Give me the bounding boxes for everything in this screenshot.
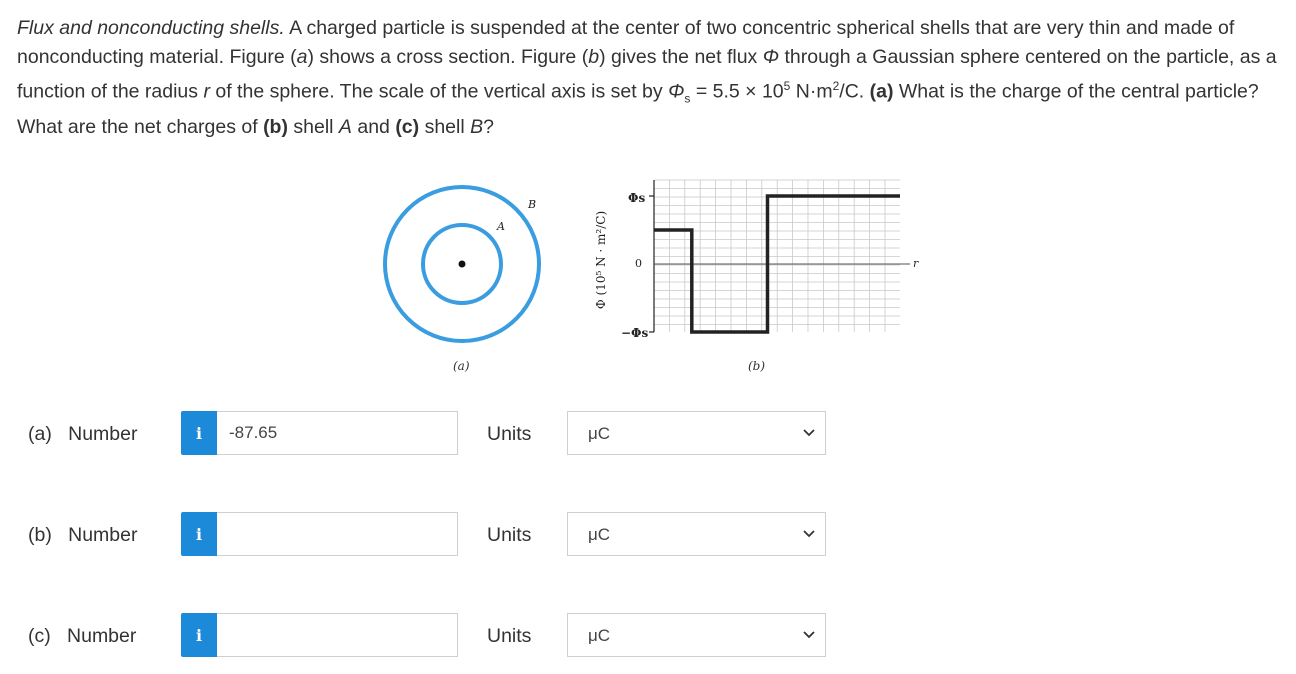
problem-text: ) shows a cross section. Figure ( [307, 46, 589, 68]
shell-b-ref: B [470, 116, 484, 139]
units-select-c[interactable] [567, 613, 826, 657]
problem-text: = 5.5 × 10 [690, 80, 784, 103]
problem-text: and [351, 116, 396, 139]
tick-label-top: Φs [628, 191, 646, 205]
exponent: 5 [783, 79, 791, 93]
number-label: Number [67, 625, 137, 647]
problem-text: ? [483, 116, 494, 139]
part-label-c [28, 625, 136, 648]
answer-row-b [0, 512, 1296, 558]
part-label-a [28, 423, 137, 446]
problem-title: Flux and nonconducting shells. [17, 17, 285, 39]
figure-svg [370, 140, 950, 380]
caption-a: (a) [453, 359, 470, 373]
phi-s-symbol: Φ [668, 80, 685, 103]
part-id: (c) [28, 625, 51, 647]
chevron-down-icon [803, 530, 815, 538]
x-axis-label: r [913, 257, 919, 270]
number-label: Number [68, 524, 138, 546]
central-particle [459, 261, 466, 268]
question-b-text: shell [287, 116, 339, 139]
question-b-label: (b) [263, 116, 288, 139]
r-symbol: r [203, 80, 210, 103]
info-button[interactable]: i [181, 613, 217, 657]
problem-text: of the sphere. The scale of the vertical axis is set by [209, 80, 669, 103]
answer-input-a[interactable] [217, 411, 458, 455]
problem-text: through a Gaussian sphere centered on the particle, as a function of the radius [17, 46, 1277, 103]
part-id: (b) [28, 524, 52, 546]
answer-input-b[interactable] [217, 512, 458, 556]
question-c-label: (c) [395, 116, 420, 139]
units-select-b[interactable] [567, 512, 826, 556]
chevron-down-icon [803, 631, 815, 639]
shell-a-label: A [497, 220, 505, 233]
chevron-down-icon [803, 429, 815, 437]
units-label: Units [487, 625, 532, 647]
units-select-a[interactable] [567, 411, 826, 455]
problem-text: N·m [790, 80, 833, 103]
phi-symbol: Φ [762, 46, 780, 68]
question-c-text: shell [419, 116, 471, 139]
shell-b-label: B [528, 198, 537, 211]
part-id: (a) [28, 423, 52, 445]
number-label: Number [68, 423, 138, 445]
units-select-value: μC [588, 424, 611, 443]
figure-b [594, 180, 919, 373]
subscript-s: s [684, 91, 691, 106]
problem-figure [370, 140, 950, 380]
units-label: Units [487, 524, 532, 546]
caption-b: (b) [748, 359, 766, 373]
problem-text: /C. [839, 80, 870, 103]
units-select-value: μC [588, 626, 611, 645]
figure-ref-a: a [296, 46, 308, 68]
info-button[interactable]: i [181, 512, 217, 556]
units-label: Units [487, 423, 532, 445]
answer-row-a [0, 411, 1296, 457]
question-a-text: What is the charge of the central particle? What are the net charges of [17, 80, 1259, 139]
answer-input-c[interactable] [217, 613, 458, 657]
problem-text: A charged particle is suspended at the center of two concentric spherical shells that are very thin and made of nonconducting material. Figure ( [17, 17, 1235, 68]
figure-a [385, 187, 539, 373]
question-a-label: (a) [869, 80, 894, 103]
part-label-b [28, 524, 137, 547]
problem-text: ) gives the net flux [599, 46, 763, 68]
problem-statement [17, 14, 1279, 142]
figure-ref-b: b [588, 46, 600, 68]
exponent: 2 [832, 79, 840, 93]
answer-row-c [0, 613, 1296, 659]
tick-label-bottom: −Φs [621, 326, 649, 340]
units-select-value: μC [588, 525, 611, 544]
shell-a-ref: A [338, 116, 352, 139]
info-button[interactable]: i [181, 411, 217, 455]
y-axis-label: Φ (10⁵ N · m²/C) [594, 210, 608, 310]
tick-label-zero: 0 [635, 257, 642, 270]
